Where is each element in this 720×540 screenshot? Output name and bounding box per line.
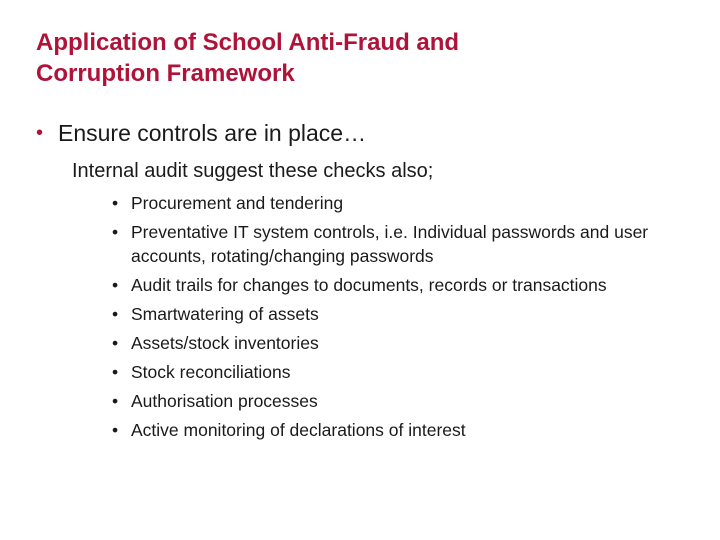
list-item [112, 361, 692, 385]
list-item [112, 192, 692, 216]
list-item-text: Active monitoring of declarations of interest [131, 419, 466, 440]
slide-title-line-1: Application of School Anti-Fraud and [36, 29, 460, 56]
bullet-dot-icon: • [36, 122, 44, 144]
bullet-dot-icon: • [112, 303, 119, 324]
list-item [112, 332, 692, 356]
bullet-dot-icon: • [112, 390, 119, 411]
list-item-text: Procurement and tendering [131, 193, 344, 213]
list-item-text: Preventative IT system controls, i.e. Individual passwords and user accounts, rotating/changing passwords [131, 222, 649, 266]
bullet-dot-icon: • [112, 332, 119, 353]
list-item-text: Authorisation processes [131, 390, 318, 411]
checks-list [112, 192, 692, 448]
list-item-text: Stock reconciliations [131, 361, 291, 382]
bullet-dot-icon: • [112, 222, 119, 242]
list-item-text: Assets/stock inventories [131, 332, 319, 353]
slide-title [36, 27, 676, 89]
bullet-dot-icon: • [112, 361, 119, 382]
list-item-text: Smartwatering of assets [131, 303, 319, 324]
main-bullet-text: Ensure controls are in place… [58, 120, 367, 146]
bullet-dot-icon: • [112, 193, 119, 213]
list-item [112, 303, 692, 327]
subheading: Internal audit suggest these checks also; [72, 160, 434, 182]
list-item [112, 419, 692, 443]
slide-title-line-2: Corruption Framework [36, 60, 295, 87]
bullet-dot-icon: • [112, 274, 119, 295]
list-item [112, 221, 692, 268]
list-item [112, 390, 692, 414]
list-item-text: Audit trails for changes to documents, records or transactions [131, 274, 607, 295]
list-item [112, 274, 692, 298]
bullet-dot-icon: • [112, 419, 119, 440]
